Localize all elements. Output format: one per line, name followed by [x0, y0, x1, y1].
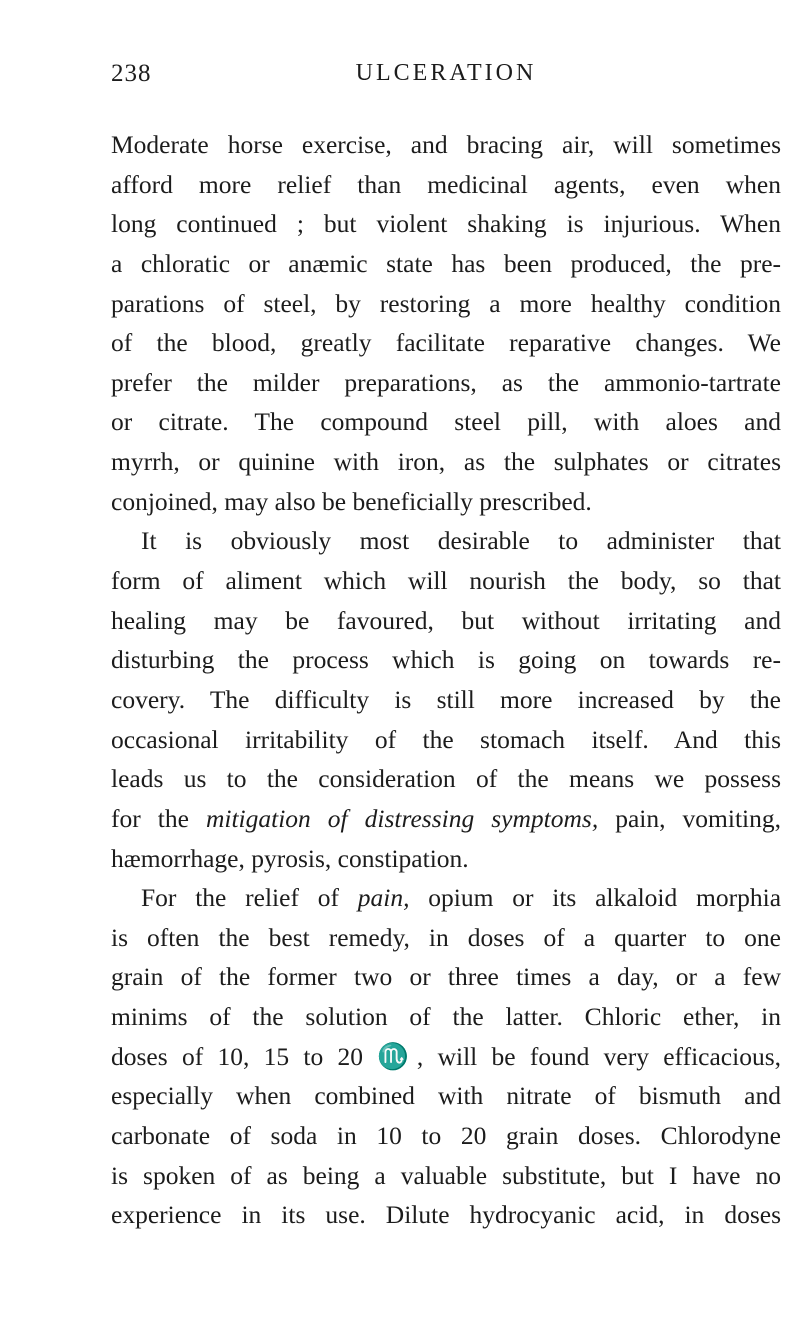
page-number: 238	[111, 60, 152, 87]
line-text: opium or its alkaloid morphia	[409, 883, 782, 913]
line-text: for the	[111, 803, 206, 833]
text-line: afford more relief than medicinal agents, even when	[111, 169, 781, 199]
italic-phrase: mitigation of distressing symptoms,	[205, 803, 599, 833]
text-line: long continued ; but violent shaking is injurious. When	[111, 209, 781, 239]
text-line: is spoken of as being a valuable substitute, but I have no	[111, 1160, 781, 1190]
italic-phrase: pain,	[357, 883, 410, 913]
text-line: or citrate. The compound steel pill, with aloes and	[111, 407, 781, 437]
text-line: parations of steel, by restoring a more healthy condition	[111, 288, 781, 318]
text-line: especially when combined with nitrate of bismuth and	[111, 1081, 781, 1111]
text-line: doses of 10, 15 to 20 ♏, will be found very efficacious,	[111, 1041, 781, 1071]
text-line: occasional irritability of the stomach itself. And this	[111, 724, 781, 754]
text-line: minims of the solution of the latter. Chloric ether, in	[111, 1002, 781, 1032]
paragraph-start-line	[111, 878, 781, 918]
text-line: form of aliment which will nourish the body, so that	[111, 566, 781, 596]
text-line: healing may be favoured, but without irritating and	[111, 605, 781, 635]
text-line: of the blood, greatly facilitate reparative changes. We	[111, 328, 781, 358]
text-line: Moderate horse exercise, and bracing air, will sometimes	[111, 130, 781, 159]
text-line: a chloratic or anæmic state has been produced, the pre-	[111, 248, 781, 278]
paragraph-start-line: It is obviously most desirable to administer that	[141, 526, 781, 556]
text-line: is often the best remedy, in doses of a quarter to one	[111, 922, 781, 952]
text-line: conjoined, may also be beneficially prescribed.	[111, 486, 592, 516]
text-line: prefer the milder preparations, as the ammonio-tartrate	[111, 367, 781, 397]
body-text	[111, 125, 781, 1235]
text-line: leads us to the consideration of the means we possess	[111, 764, 781, 794]
section-title: ULCERATION	[355, 60, 537, 86]
text-line-with-italic	[111, 799, 781, 839]
text-line: carbonate of soda in 10 to 20 grain doses. Chlorodyne	[111, 1121, 781, 1151]
text-line: hæmorrhage, pyrosis, constipation.	[111, 843, 469, 873]
text-line: myrrh, or quinine with iron, as the sulphates or citrates	[111, 447, 781, 477]
text-line: experience in its use. Dilute hydrocyanic acid, in doses	[111, 1200, 781, 1230]
line-text: pain, vomiting,	[598, 803, 782, 833]
text-line: grain of the former two or three times a day, or a few	[111, 962, 781, 992]
line-text: For the relief of	[141, 883, 358, 913]
running-head	[111, 60, 781, 100]
text-line: disturbing the process which is going on towards re-	[111, 645, 781, 675]
text-line: covery. The difficulty is still more increased by the	[111, 684, 781, 714]
